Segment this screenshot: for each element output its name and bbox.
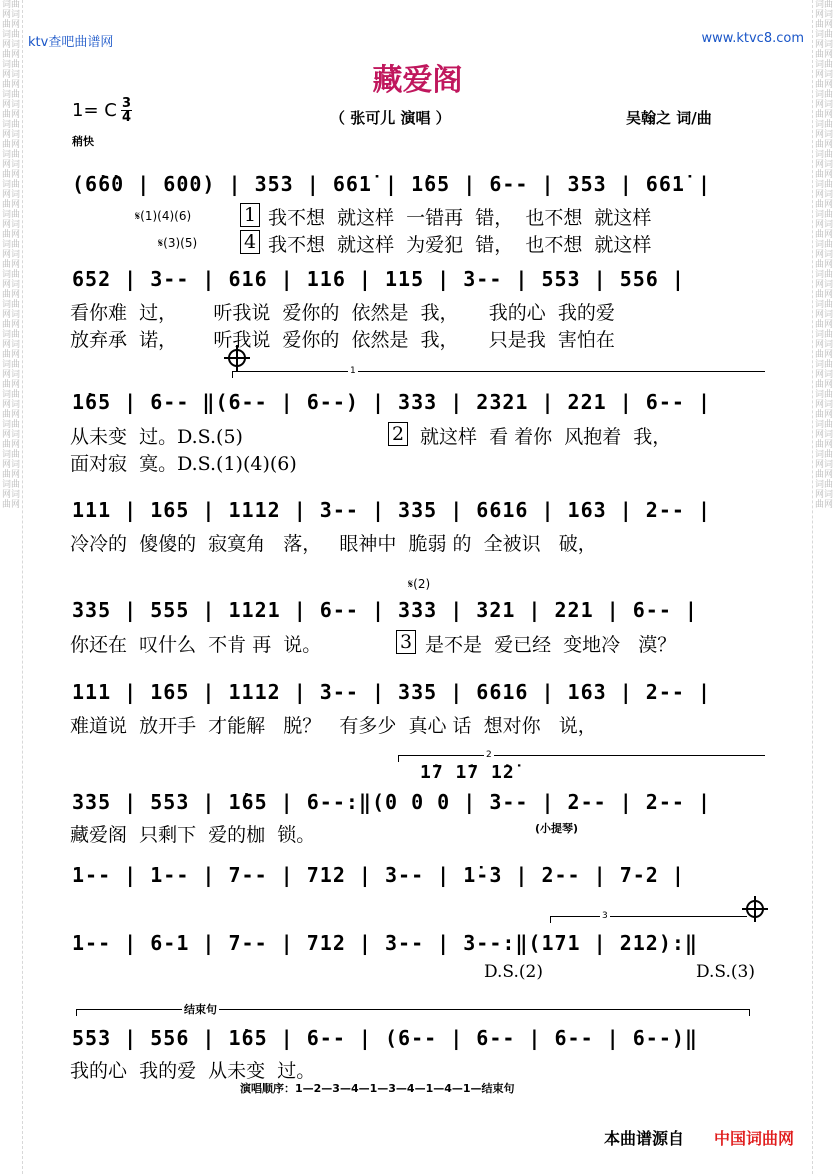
notation-row-5: 335 | 555 | 1121 | 6-- | 333 | 321 | 221 | 6-- |: [72, 598, 698, 622]
lyric-row-2a: 看你难 过， 听我说 爱你的 依然是 我， 我的心 我的爱: [70, 302, 615, 324]
ending-bracket-3: [550, 916, 747, 923]
notation-row-10: 553 | 556 | 1̇65 | 6-- | (6-- | 6-- | 6-- | 6--)‖: [72, 1026, 698, 1050]
coda-icon-2: [746, 900, 764, 918]
left-watermark: 词曲网词曲网词曲网词曲网词曲网词曲网词曲网词曲网词曲网词曲网词曲网词曲网词曲网词曲网词曲网词曲网词曲网词曲网词曲网词曲网词曲网词曲网词曲网词曲网词曲网词曲网词曲网词曲网词曲网词曲网词曲网词曲网词曲网词曲网: [0, 0, 23, 1174]
time-top: 3: [121, 96, 132, 111]
segno-mark-2: 𝄋(3)(5): [158, 236, 198, 250]
ending-bracket-final-label: 结束句: [184, 1003, 217, 1016]
instrument-violin: (小提琴): [535, 822, 579, 835]
singer-credit: （ 张可儿 演唱 ）: [330, 109, 451, 127]
site-name-left[interactable]: ktv查吧曲谱网: [28, 35, 114, 50]
ds-mark-2: D.S.(2): [484, 962, 543, 982]
notation-row-7: 335 | 553 | 1̇65 | 6--:‖(0 0 0 | 3-- | 2-- | 2-- |: [72, 790, 712, 814]
notation-row-3: 1̇65 | 6-- ‖(6-- | 6--) | 333 | 2321 | 221 | 6-- |: [72, 390, 712, 414]
notation-row-6: 111 | 165 | 1112 | 3-- | 335 | 6616 | 163 | 2-- |: [72, 680, 712, 704]
lyric-row-4: 冷冷的 傻傻的 寂寞角 落， 眼神中 脆弱 的 全被识 破，: [70, 533, 597, 555]
lyric-row-1b: 我不想 就这样 为爱犯 错， 也不想 就这样: [268, 234, 652, 256]
song-title: 藏爱阁: [372, 63, 463, 98]
footer-site-link[interactable]: 中国词曲网: [714, 1129, 795, 1148]
coda-icon-1: [228, 349, 246, 367]
ending-bracket-2-label: 2: [486, 750, 492, 760]
footer-source: 本曲谱源自: [604, 1129, 685, 1148]
ending-bracket-1: [232, 371, 765, 378]
segno-mark-3: 𝄋(2): [408, 577, 431, 591]
site-url-right[interactable]: www.ktvc8.com: [701, 31, 804, 46]
key-signature: 1= C: [72, 100, 117, 121]
verse-number-4: 4: [240, 230, 260, 254]
notation-row-4: 111 | 165 | 1112 | 3-- | 335 | 6616 | 163 | 2-- |: [72, 498, 712, 522]
lyric-row-3b: 面对寂 寞。D.S.(1)(4)(6): [70, 453, 297, 475]
verse-number-2: 2: [388, 422, 408, 446]
violin-triplet-notes: 1̇7 1̇7 1̇2̇: [420, 762, 515, 783]
lyric-row-2b: 放弃承 诺， 听我说 爱你的 依然是 我， 只是我 害怕在: [70, 329, 615, 351]
ending-bracket-3-label: 3: [602, 911, 608, 921]
right-watermark: 词曲网词曲网词曲网词曲网词曲网词曲网词曲网词曲网词曲网词曲网词曲网词曲网词曲网词曲网词曲网词曲网词曲网词曲网词曲网词曲网词曲网词曲网词曲网词曲网词曲网词曲网词曲网词曲网词曲网词曲网词曲网词曲网词曲网词曲网: [812, 0, 835, 1174]
notation-row-1: (6̇6̇0 | 600) | 353 | 661̇ | 1̇65 | 6-- | 353 | 661̇ |: [72, 172, 712, 196]
verse-number-1: 1: [240, 203, 260, 227]
lyric-row-7: 藏爱阁 只剩下 爱的枷 锁。: [70, 824, 316, 846]
ending-bracket-1-label: 1: [350, 366, 356, 376]
ending-bracket-final: [76, 1009, 750, 1016]
time-signature: [121, 97, 132, 124]
singing-order: 演唱顺序：1—2—3—4—1—3—4—1—4—1—结束句: [240, 1082, 515, 1095]
lyric-row-5: 你还在 叹什么 不肯 再 说。: [70, 634, 322, 656]
lyric-row-10: 我的心 我的爱 从未变 过。: [70, 1060, 316, 1082]
notation-row-9: 1-- | 6-1 | 7-- | 712 | 3-- | 3--:‖(171 | 212):‖: [72, 931, 698, 955]
lyric-row-3a: 从未变 过。D.S.(5): [70, 426, 243, 448]
notation-row-8: 1-- | 1-- | 7-- | 712 | 3-- | 1̇-3 | 2-- | 7-2 |: [72, 863, 685, 887]
segno-mark-1: 𝄋(1)(4)(6): [135, 209, 192, 223]
verse-number-3: 3: [396, 630, 416, 654]
time-bottom: 4: [121, 110, 132, 125]
composer-credit: 吴翰之 词/曲: [626, 109, 712, 127]
tempo-marking: 稍快: [72, 135, 94, 148]
ending-bracket-2: [398, 755, 765, 762]
lyric-row-1a: 我不想 就这样 一错再 错， 也不想 就这样: [268, 207, 652, 229]
notation-row-2: 652 | 3-- | 616 | 116 | 115 | 3-- | 553 | 556 |: [72, 267, 685, 291]
lyric-row-5-right: 是不是 爱已经 变地冷 漠？: [425, 634, 677, 656]
ds-mark-3: D.S.(3): [696, 962, 755, 982]
lyric-row-3a-right: 就这样 看 着你 风抱着 我，: [420, 426, 672, 448]
lyric-row-6: 难道说 放开手 才能解 脱？ 有多少 真心 话 想对你 说，: [70, 715, 597, 737]
